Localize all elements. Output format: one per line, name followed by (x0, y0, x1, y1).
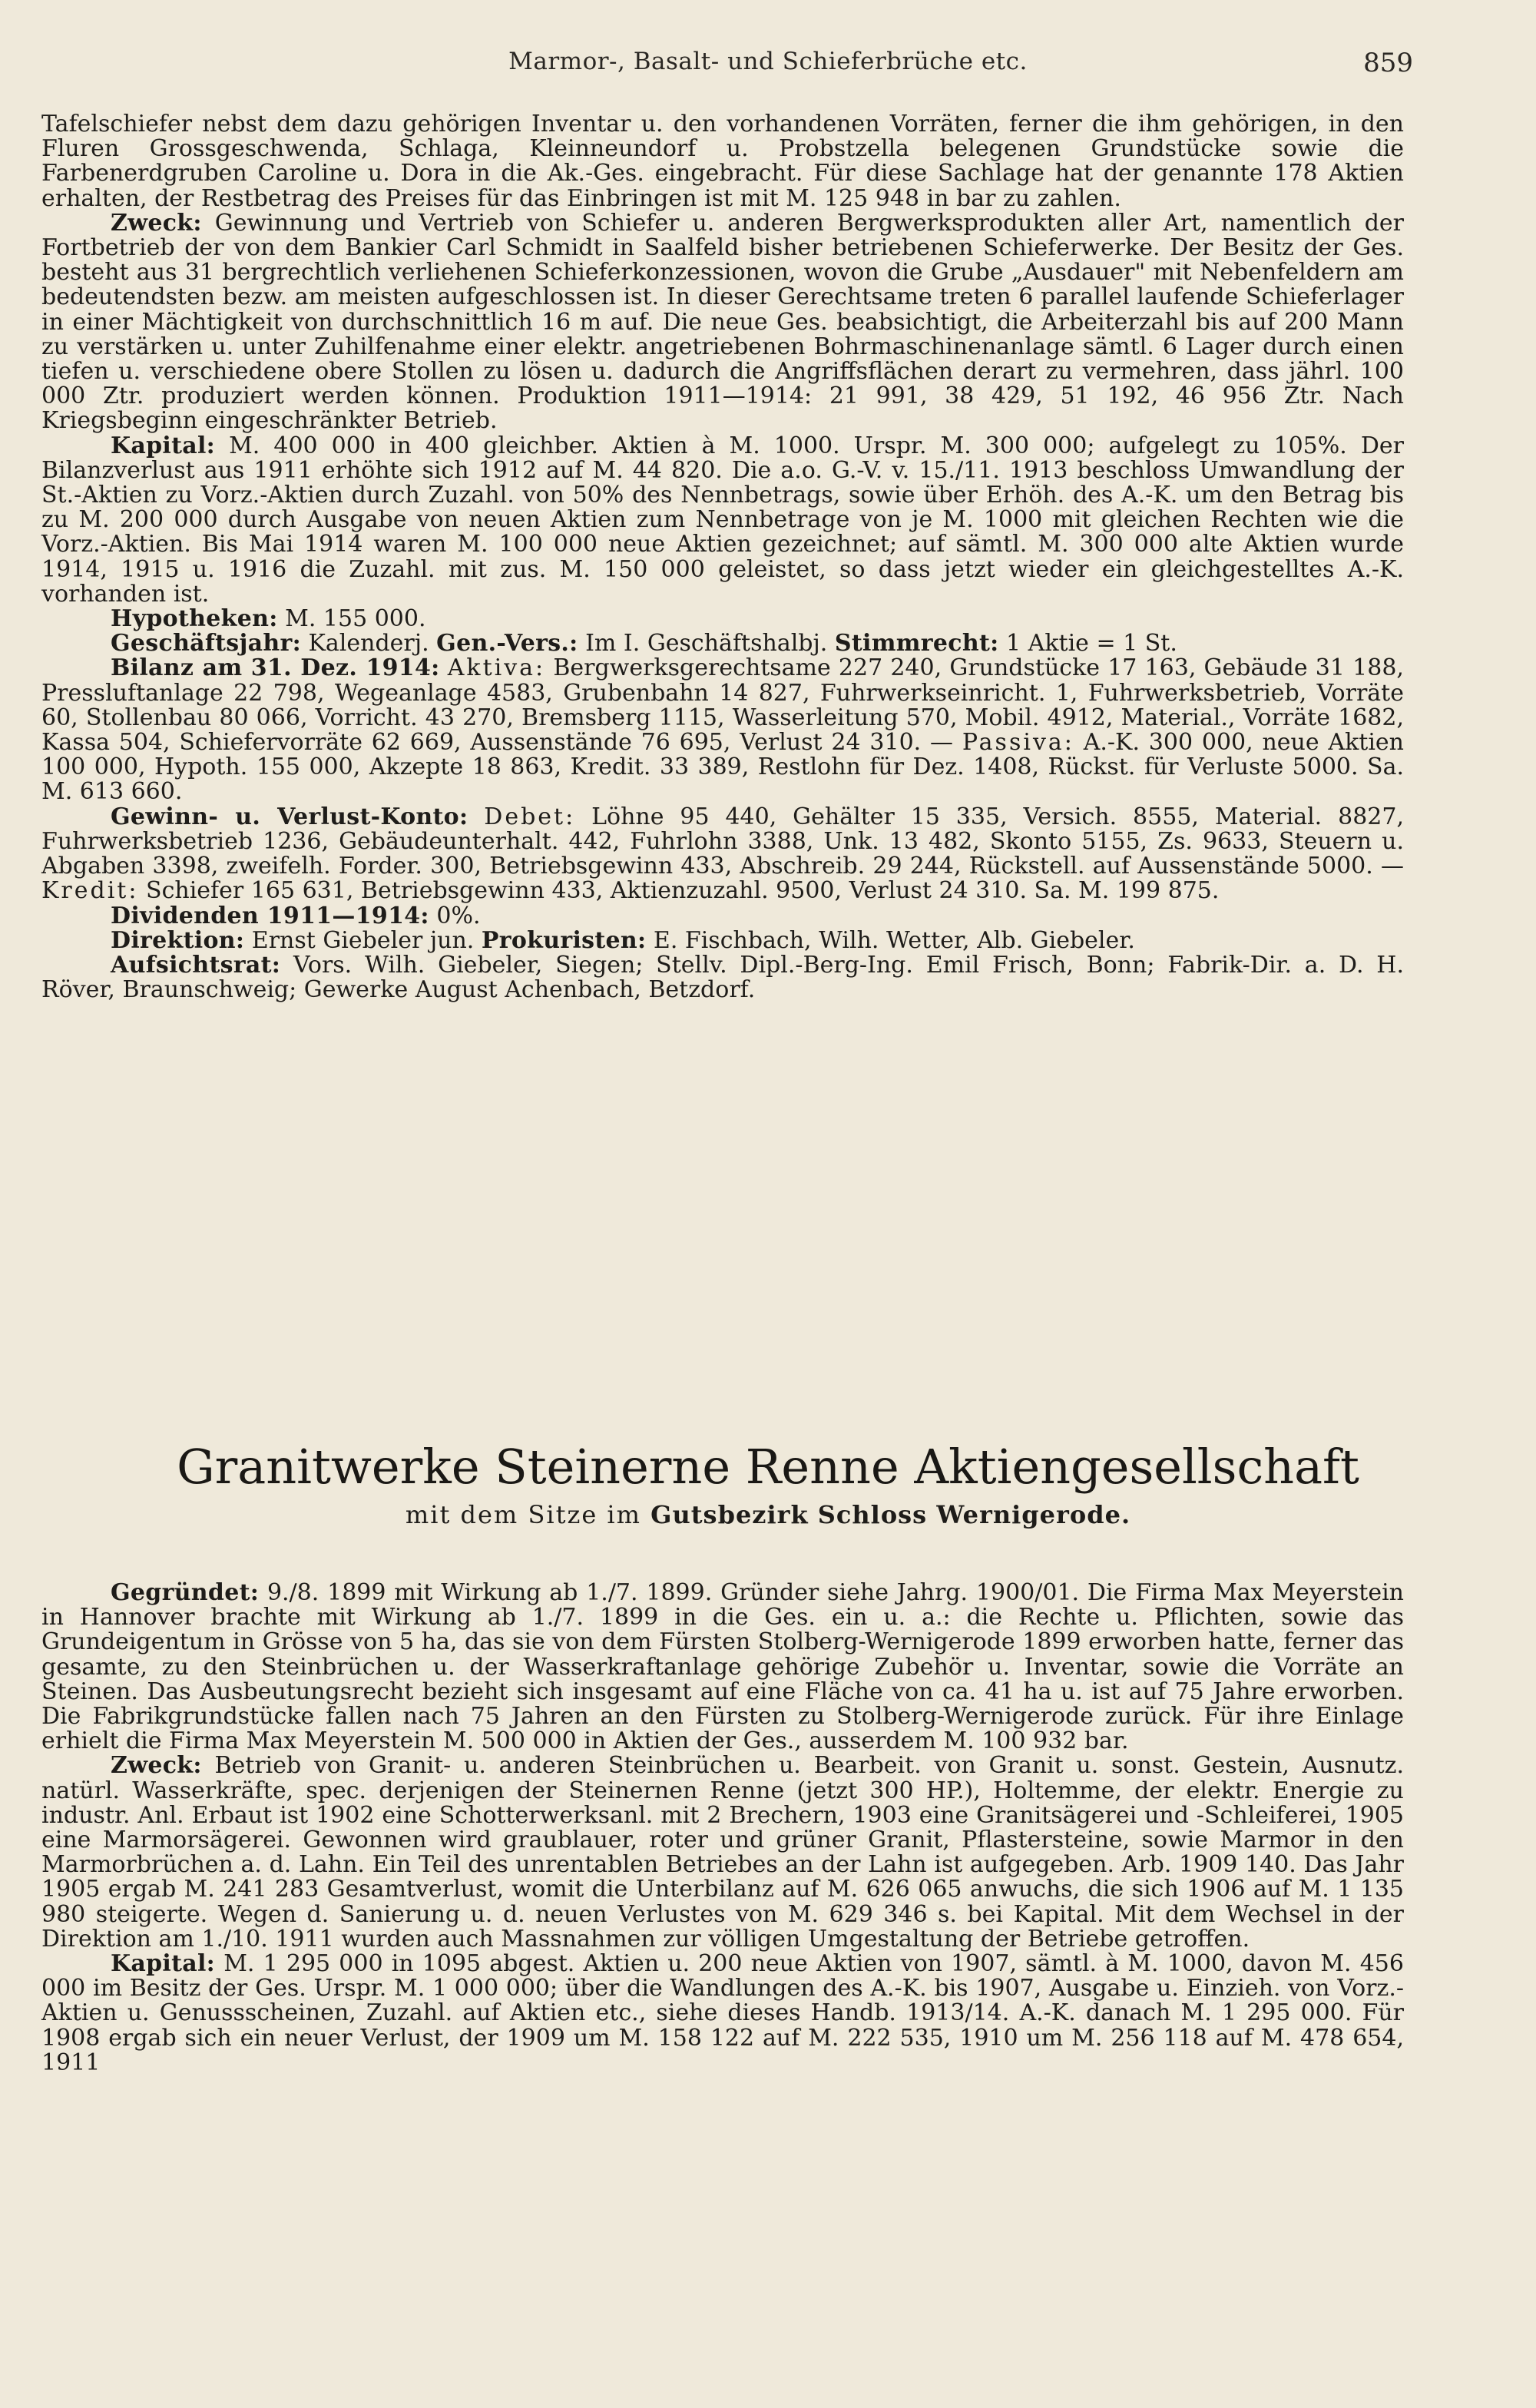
kapital2-label: Kapital: (111, 1950, 216, 1978)
kapital-paragraph (41, 434, 1404, 607)
aufsichtsrat-label: Aufsichtsrat: (111, 951, 281, 979)
zweck-label: Zweck: (111, 209, 202, 237)
company-title: Granitwerke Steinerne Renne Aktiengesellschaft (177, 1439, 1359, 1495)
prokuristen-label: Prokuristen: (481, 926, 647, 954)
aufsichtsrat-text: Vors. Wilh. Giebeler, Siegen; Stellv. Dipl.-Berg-Ing. Emil Frisch, Bonn; Fabrik-Dir. a. D. H. Röver, Braunschweig; Gewerke August Achenbach, Betzdorf. (41, 951, 1404, 1004)
dividenden-paragraph (41, 904, 1404, 929)
kapital-text: M. 400 000 in 400 gleichber. Aktien à M. 1000. Urspr. M. 300 000; aufgelegt zu 105%. Der Bilanzverlust aus 1911 erhöhte sich 1912 auf M. 44 820. Die a.o. G.-V. v. 15./11. 1913 beschloss Umwandlung der St.-Aktien zu Vorz.-Aktien durch Zuzahl. von 50% des Nennbetrags, sowie über Erhöh. des A.-K. um den Betrag bis zu M. 200 000 durch Ausgabe von neuen Aktien zum Nennbetrage von je M. 1000 mit gleichen Rechten wie die Vorz.-Aktien. Bis Mai 1914 waren M. 100 000 neue Aktien gezeichnet; auf sämtl. M. 300 000 alte Aktien wurde 1914, 1915 u. 1916 die Zuzahl. mit zus. M. 150 000 geleistet, so dass jetzt wieder ein gleichgestelltes A.-K. vorhanden ist. (41, 432, 1404, 608)
bilanz-paragraph (41, 656, 1404, 804)
intro-paragraph: Tafelschiefer nebst dem dazu gehörigen Inventar u. den vorhandenen Vorräten, ferner die ihm gehörigen, in den Fluren Grossgeschwenda, Schlaga, Kleinneundorf u. Probstzella belegenen Grundstücke sowie die Farbenerdgruben Caroline u. Dora in die Ak.-Ges. eingebracht. Für diese Sachlage hat der genannte 178 Aktien erhalten, der Restbetrag des Preises für das Einbringen ist mit M. 125 948 in bar zu zahlen. (41, 111, 1404, 212)
kapital2-text: M. 1 295 000 in 1095 abgest. Aktien u. 200 neue Aktien von 1907, sämtl. à M. 1000, davon M. 456 000 im Besitz der Ges. Urspr. M. 1 000 000; über die Wandlungen des A.-K. bis 1907, Ausgabe u. Einzieh. von Vorz.-Aktien u. Genussscheinen, Zuzahl. auf Aktien etc., siehe dieses Handb. 1913/14. A.-K. danach M. 1 295 000. Für 1908 ergab sich ein neuer Verlust, der 1909 um M. 158 122 auf M. 222 535, 1910 um M. 256 118 auf M. 478 654, 1911 (41, 1950, 1404, 2076)
geschaeftsjahr-paragraph (41, 631, 1404, 656)
kredit-text: Schiefer 165 631, Betriebsgewinn 433, Aktienzuzahl. 9500, Verlust 24 310. Sa. M. 199 875. (146, 877, 1220, 905)
gegruendet-paragraph (41, 1581, 1404, 1754)
kapital2-paragraph (41, 1952, 1404, 2075)
zweck2-paragraph (41, 1754, 1404, 1952)
debet-label: Debet: (484, 803, 576, 830)
stimmrecht-text: 1 Aktie = 1 St. (1006, 630, 1177, 657)
zweck2-text: Betrieb von Granit- u. anderen Steinbrüchen u. Bearbeit. von Granit u. sonst. Gestein, Ausnutz. natürl. Wasserkräfte, spec. derjenigen der Steinernen Renne (jetzt 300 HP.), Holtemme, der elektr. Energie zu industr. Anl. Erbaut ist 1902 eine Schotterwerksanl. mit 2 Brechern, 1903 eine Granitsägerei und -Schleiferei, 1905 eine Marmorsägerei. Gewonnen wird graublauer, roter und grüner Granit, Pflastersteine, sowie Marmor in den Marmorbrüchen a. d. Lahn. Ein Teil des unrentablen Betriebes an der Lahn ist aufgegeben. Arb. 1909 140. Das Jahr 1905 ergab M. 241 283 Gesamtverlust, womit die Unterbilanz auf M. 626 065 anwuchs, die sich 1906 auf M. 1 135 980 steigerte. Wegen d. Sanierung u. d. neuen Verlustes von M. 629 346 s. bei Kapital. Mit dem Wechsel in der Direktion am 1./10. 1911 wurden auch Massnahmen zur völligen Umgestaltung der Betriebe getroffen. (41, 1752, 1404, 1953)
gen-vers-text: Im I. Geschäftshalbj. (585, 630, 828, 657)
passiva-label: Passiva: (962, 729, 1074, 757)
gen-vers-label: Gen.-Vers.: (436, 630, 578, 657)
gegruendet-label: Gegründet: (111, 1579, 260, 1606)
seat-prefix: mit dem Sitze im (405, 1500, 641, 1529)
direktion-paragraph (41, 926, 1404, 954)
entry-schieferwerk (41, 112, 1404, 1002)
direktion-text: Ernst Giebeler jun. (251, 926, 475, 954)
zweck-paragraph (41, 211, 1404, 434)
page-number: 859 (1363, 48, 1413, 78)
dividenden-text: 0%. (436, 902, 481, 929)
direktion-label: Direktion: (111, 926, 245, 954)
bilanz-label: Bilanz am 31. Dez. 1914: (111, 654, 440, 682)
dividenden-label: Dividenden 1911—1914: (111, 902, 429, 929)
seat-name: Gutsbezirk Schloss Wernigerode. (650, 1500, 1131, 1529)
zweck-text: Gewinnung und Vertrieb von Schiefer u. anderen Bergwerksprodukten aller Art, namentlich der Fortbetrieb der von dem Bankier Carl Schmidt in Saalfeld bisher betriebenen Schieferwerke. Der Besitz der Ges. besteht aus 31 bergrechtlich verliehenen Schieferkonzessionen, wovon die Grube „Ausdauer" mit Nebenfeldern am bedeutendsten bezw. am meisten aufgeschlossen ist. In dieser Gerechtsame treten 6 parallel laufende Schieferlager in einer Mächtigkeit von durchschnittlich 16 m auf. Die neue Ges. beabsichtigt, die Arbeiterzahl bis auf 200 Mann zu verstärken u. unter Zuhilfenahme einer elektr. angetriebenen Bohrmaschinenanlage sämtl. 6 Lager durch einen tiefen u. verschiedene obere Stollen zu lösen u. dadurch die Angriffsflächen derart zu vermehren, dass jährl. 100 000 Ztr. produziert werden können. Produktion 1911—1914: 21 991, 38 429, 51 192, 46 956 Ztr. Nach Kriegsbeginn eingeschränkter Betrieb. (41, 209, 1404, 435)
geschaeftsjahr-text: Kalenderj. (308, 630, 429, 657)
hypotheken-text: M. 155 000. (285, 605, 426, 633)
hypotheken-paragraph (41, 607, 1404, 631)
gegruendet-text: 9./8. 1899 mit Wirkung ab 1./7. 1899. Gründer siehe Jahrg. 1900/01. Die Firma Max Meyerstein in Hannover brachte mit Wirkung ab 1./7. 1899 in die Ges. ein u. a.: die Rechte u. Pflichten, sowie das Grundeigentum in Grösse von 5 ha, das sie von dem Fürsten Stolberg-Wernigerode 1899 erworben hatte, ferner das gesamte, zu den Steinbrüchen u. der Wasserkraftanlage gehörige Zubehör u. Inventar, sowie die Vorräte an Steinen. Das Ausbeutungsrecht bezieht sich insgesamt auf eine Fläche von ca. 41 ha u. ist auf 75 Jahre erworben. Die Fabrikgrundstücke fallen nach 75 Jahren an den Fürsten zu Stolberg-Wernigerode zurück. Für ihre Einlage erhielt die Firma Max Meyerstein M. 500 000 in Aktien der Ges., ausserdem M. 100 932 bar. (41, 1579, 1404, 1755)
entry-granitwerke (41, 1581, 1404, 2075)
kapital-label: Kapital: (111, 432, 216, 459)
aktiva-label: Aktiva: (447, 654, 546, 682)
running-header (0, 48, 1536, 86)
debet-text: Löhne 95 440, Gehälter 15 335, Versich. 8555, Material. 8827, Fuhrwerksbetrieb 1236, Gebäudeunterhalt. 442, Fuhrlohn 3388, Unk. 13 482, Skonto 5155, Zs. 9633, Steuern u. Abgaben 3398, zweifelh. Forder. 300, Betriebsgewinn 433, Abschreib. 29 244, Rückstell. auf Aussenstände 5000. — (41, 803, 1404, 880)
aufsichtsrat-paragraph (41, 953, 1404, 1002)
guv-label: Gewinn- u. Verlust-Konto: (111, 803, 468, 830)
zweck2-label: Zweck: (111, 1752, 202, 1780)
passiva-text: A.-K. 300 000, neue Aktien 100 000, Hypoth. 155 000, Akzepte 18 863, Kredit. 33 389, Restlohn für Dez. 1408, Rückst. für Verluste 5000. Sa. M. 613 660. (41, 729, 1404, 806)
stimmrecht-label: Stimmrecht: (834, 630, 999, 657)
guv-paragraph (41, 805, 1404, 904)
hypotheken-label: Hypotheken: (111, 605, 278, 633)
company-seat (0, 1500, 1536, 1529)
header-title: Marmor-, Basalt- und Schieferbrüche etc. (508, 48, 1028, 75)
kredit-label: Kredit: (41, 877, 139, 905)
aktiva-text: Bergwerksgerechtsame 227 240, Grundstücke 17 163, Gebäude 31 188, Pressluftanlage 22 798, Wegeanlage 4583, Grubenbahn 14 827, Fuhrwerkseinricht. 1, Fuhrwerksbetrieb, Vorräte 60, Stollenbau 80 066, Vorricht. 43 270, Bremsberg 1115, Wasserleitung 570, Mobil. 4912, Material., Vorräte 1682, Kassa 504, Schiefervorräte 62 669, Aussenstände 76 695, Verlust 24 310. — (41, 654, 1404, 757)
geschaeftsjahr-label: Geschäftsjahr: (111, 630, 301, 657)
prokuristen-text: E. Fischbach, Wilh. Wetter, Alb. Giebeler. (653, 926, 1135, 954)
